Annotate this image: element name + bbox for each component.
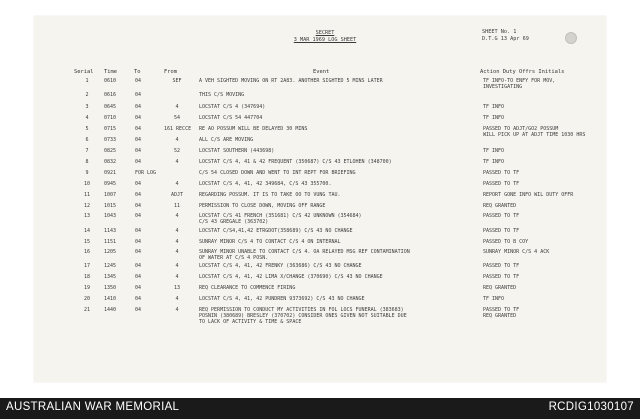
row-to: 04 — [135, 296, 142, 302]
row-action: REPORT GONE INFO WIL DUTY OFFR — [483, 192, 574, 198]
row-time: 1151 — [104, 239, 117, 245]
row-to: 04 — [135, 213, 142, 219]
row-from: 4 — [175, 181, 179, 187]
row-from: 4 — [175, 249, 179, 255]
row-event: LOCSTAT C/S 4, 41, 42 FRENKY (363686) C/S 43 NO CHANGE — [199, 263, 362, 269]
row-event: THIS C/S MOVING — [199, 92, 245, 98]
row-to: 04 — [135, 126, 142, 132]
row-event: A VEH SIGHTED MOVING ON RT 2A83. ANOTHER SIGHTED 5 MINS LATER — [199, 78, 383, 84]
row-serial: 5 — [85, 126, 89, 132]
row-event: RE AO POSSUM WILL BE DELAYED 30 MINS — [199, 126, 308, 132]
row-action: PASSED TO TF — [483, 213, 520, 219]
row-serial: 20 — [83, 296, 91, 302]
row-to: 04 — [135, 274, 142, 280]
sheet-number: SHEET No. 1 — [482, 29, 517, 35]
row-from: 4 — [175, 104, 179, 110]
row-event: REGARDING POSSUM. IT IS TO TAKE OO TO VUNG TAU. — [199, 192, 341, 198]
row-serial: 15 — [83, 239, 91, 245]
row-serial: 21 — [83, 307, 91, 313]
footer-bar — [0, 398, 640, 419]
row-serial: 7 — [85, 148, 89, 154]
row-action: TF INFO — [483, 148, 505, 154]
row-time: 0645 — [104, 104, 117, 110]
row-action: SUNRAY MINOR C/S 4 ACK — [483, 249, 550, 255]
header-time: Time — [104, 69, 117, 75]
header-to: To — [134, 69, 141, 75]
row-to: 04 — [135, 192, 142, 198]
row-from: 4 — [175, 239, 179, 245]
row-time: 1410 — [104, 296, 117, 302]
row-to: 04 — [135, 203, 142, 209]
row-time: 0825 — [104, 148, 117, 154]
row-from: SEF — [172, 78, 182, 84]
row-serial: 4 — [85, 115, 89, 121]
row-event: SUNRAY MINOR UNABLE TO CONTACT C/S 4. OA RELAYED MSG REF CONTAMINATION OF WATER AT C/S 4 POSN. — [199, 249, 410, 261]
row-from: 4 — [175, 307, 179, 313]
header-event: Event — [313, 69, 330, 75]
row-from: 4 — [175, 137, 179, 143]
row-time: 1205 — [104, 249, 117, 255]
row-event: LOCSTAT C/S 4, 41 & 42 FREQUENT (350687) C/S 43 ETLOHEN (348700) — [199, 159, 392, 165]
row-from: 4 — [175, 296, 179, 302]
row-serial: 16 — [83, 249, 91, 255]
row-to: FOR LOG — [135, 170, 157, 176]
row-from: 11 — [173, 203, 181, 209]
row-event: LOCSTAT C/S 54 447704 — [199, 115, 263, 121]
row-serial: 14 — [83, 228, 91, 234]
row-to: 04 — [135, 159, 142, 165]
row-to: 04 — [135, 249, 142, 255]
row-event: LOCSTAT C/S 4 (347694) — [199, 104, 266, 110]
document-reference — [482, 29, 529, 42]
row-to: 04 — [135, 148, 142, 154]
row-event: LOCSTAT C/S 4, 41, 42 LIMA X/CHANGE (370690) C/S 43 NO CHANGE — [199, 274, 383, 280]
row-action: PASSED TO TF — [483, 181, 520, 187]
row-time: 1015 — [104, 203, 117, 209]
row-event: REQ PERMISSION TO CONDUCT MY ACTIVITIES IN FOL LOCS FUNERAL (383683) POSNIN (380689) BRESLEY (370702) CONSIDER ONES GIVEN NOT SUITABLE DUE TO LACK OF ACTIVITY & TIME & SPACE — [199, 307, 407, 325]
row-serial: 1 — [85, 78, 89, 84]
row-event: LOCSTAT C/S 41 FRENCH (351681) C/S 42 UNKNOWN (354684) C/S 43 GREGALE (363702) — [199, 213, 362, 225]
row-from: 54 — [173, 115, 181, 121]
row-from: 13 — [173, 285, 181, 291]
row-time: 0715 — [104, 126, 117, 132]
row-from: 52 — [173, 148, 181, 154]
row-action: TF INFO — [483, 159, 505, 165]
row-to: 04 — [135, 285, 142, 291]
row-serial: 10 — [83, 181, 91, 187]
row-serial: 17 — [83, 263, 91, 269]
row-time: 1143 — [104, 228, 117, 234]
row-to: 04 — [135, 181, 142, 187]
row-serial: 8 — [85, 159, 89, 165]
row-event: C/S 54 CLOSED DOWN AND WENT TO INT REPT FOR BRIEFING — [199, 170, 356, 176]
row-from: 4 — [175, 263, 179, 269]
row-event: REQ CLEARANCE TO COMMENCE FIRING — [199, 285, 296, 291]
row-time: 0616 — [104, 92, 117, 98]
punch-hole — [565, 32, 577, 44]
row-serial: 9 — [85, 170, 89, 176]
title-line-2: 3 MAR 1969 LOG SHEET — [293, 36, 357, 43]
row-event: PERMISSION TO CLOSE DOWN, MOVING OFF RANGE — [199, 203, 326, 209]
row-action: TF INFO-TO ENFY FOR MOV, INVESTIGATING — [483, 78, 556, 90]
title-line-1: SECRET — [315, 30, 335, 36]
row-serial: 13 — [83, 213, 91, 219]
row-action: PASSED TO ADJT/GO2 POSSUM WILL PICK UP AT ADJT TIME 1030 HRS — [483, 126, 586, 138]
row-time: 1043 — [104, 213, 117, 219]
row-action: TF INFO — [483, 296, 505, 302]
row-action: REQ GRANTED — [483, 285, 517, 291]
row-to: 04 — [135, 239, 142, 245]
footer-id: RCDIG1030107 — [548, 401, 634, 413]
row-to: 04 — [135, 228, 142, 234]
row-time: 0832 — [104, 159, 117, 165]
header-action: Action Duty Offrs Initials — [480, 69, 565, 75]
row-time: 0610 — [104, 78, 117, 84]
row-action: PASSED TO TF REQ GRANTED — [483, 307, 520, 319]
header-serial: Serial — [74, 69, 94, 75]
row-event: LOCSTAT C/S 4, 41, 42 349684, C/S 43 355700. — [199, 181, 332, 187]
row-time: 1350 — [104, 285, 117, 291]
row-time: 1007 — [104, 192, 117, 198]
document-title — [240, 30, 410, 43]
row-event: LOCSTAT SOUTHERN (443698) — [199, 148, 275, 154]
row-time: 0945 — [104, 181, 117, 187]
row-to: 04 — [135, 263, 142, 269]
header-from: From — [164, 69, 177, 75]
row-serial: 11 — [83, 192, 91, 198]
row-from: 4 — [175, 159, 179, 165]
row-from: 4 — [175, 228, 179, 234]
row-time: 1345 — [104, 274, 117, 280]
row-to: 04 — [135, 137, 142, 143]
row-action: PASSED TO B COY — [483, 239, 529, 245]
row-action: PASSED TO TF — [483, 274, 520, 280]
row-serial: 19 — [83, 285, 91, 291]
row-event: LOCSTAT C/S4,41,42 ETRGDOT(358689) C/S 43 NO CHANGE — [199, 228, 353, 234]
row-from: 161 RECCE — [164, 126, 192, 132]
footer-source: AUSTRALIAN WAR MEMORIAL — [6, 401, 180, 413]
row-to: 04 — [135, 78, 142, 84]
row-action: REQ GRANTED — [483, 203, 517, 209]
row-serial: 3 — [85, 104, 89, 110]
row-action: PASSED TO TF — [483, 263, 520, 269]
row-time: 0710 — [104, 115, 117, 121]
row-action: TF INFO — [483, 115, 505, 121]
row-action: PASSED TO TF — [483, 170, 520, 176]
row-time: 0733 — [104, 137, 117, 143]
row-to: 04 — [135, 115, 142, 121]
row-event: ALL C/S ARE MOVING — [199, 137, 254, 143]
row-time: 0921 — [104, 170, 117, 176]
row-to: 04 — [135, 307, 142, 313]
row-action: TF INFO — [483, 104, 505, 110]
row-event: LOCSTAT C/S 4, 41, 42 PUNDREN 9373692) C/S 43 NO CHANGE — [199, 296, 365, 302]
row-serial: 2 — [85, 92, 89, 98]
row-serial: 12 — [83, 203, 91, 209]
row-serial: 6 — [85, 137, 89, 143]
row-to: 04 — [135, 104, 142, 110]
row-time: 1245 — [104, 263, 117, 269]
row-to: 04 — [135, 92, 142, 98]
row-from: 4 — [175, 213, 179, 219]
sheet-date: D.T.G 13 Apr 69 — [482, 35, 529, 42]
row-from: 4 — [175, 274, 179, 280]
row-event: SUNRAY MINOR C/S 4 TO CONTACT C/S 4 ON INTERNAL — [199, 239, 341, 245]
row-from: ADJT — [170, 192, 184, 198]
row-action: PASSED TO TF — [483, 228, 520, 234]
row-time: 1440 — [104, 307, 117, 313]
row-serial: 18 — [83, 274, 91, 280]
